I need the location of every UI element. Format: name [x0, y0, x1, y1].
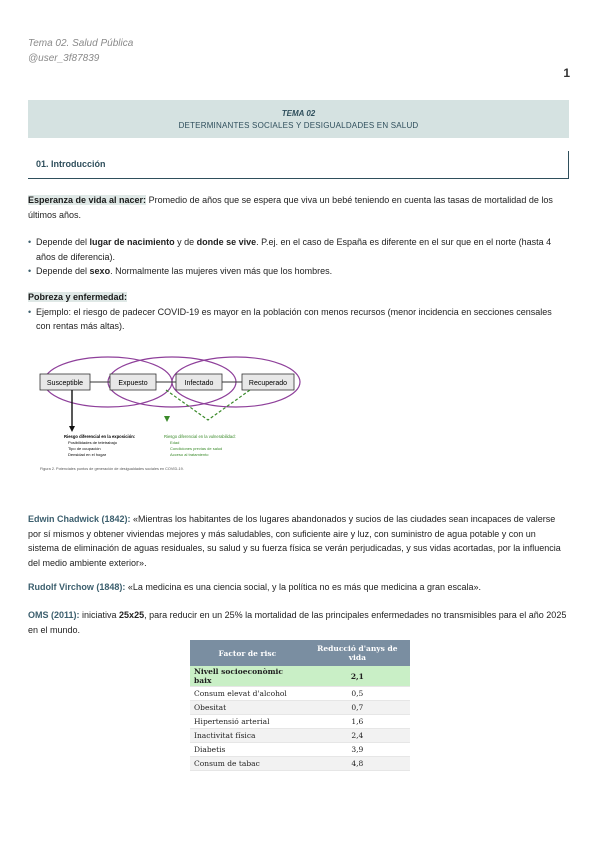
- esperanza-label: Esperanza de vida al nacer:: [28, 195, 147, 205]
- stage-label: Recuperado: [248, 380, 288, 387]
- virchow-quote: [28, 580, 568, 595]
- figure-caption: Figura 2. Potenciales puntos de generación de desigualdades sociales en COVID-19.: [40, 467, 184, 471]
- risk-factor-table: [190, 640, 410, 771]
- oms-paragraph: OMS (2011): iniciativa 25x25, para reducir en un 25% la mortalidad de las principales enfermedades no transmisibles para el año 2025 en el mundo.: [28, 610, 567, 635]
- vulnerability-title: Riesgo diferencial en la vulnerabilidad:: [164, 434, 236, 439]
- table-row: Consum elevat d'alcohol 0,5: [190, 687, 410, 701]
- document-header: [28, 36, 133, 66]
- table-header: Reducció d'anys de vida: [305, 640, 410, 666]
- esperanza-text: Promedio de años que se espera que viva un bebé teniendo en cuenta las tasas de mortalidad de los últimos años.: [28, 195, 553, 220]
- exposure-item: Densidad en el hogar: [68, 452, 107, 457]
- covid-inequality-diagram: [36, 352, 306, 482]
- chadwick-quote: [28, 512, 568, 570]
- exposure-title: Riesgo diferencial en la exposición:: [64, 434, 136, 439]
- virchow-text: «La medicina es una ciencia social, y la política no es más que medicina a gran escala».: [125, 582, 482, 592]
- exposure-item: Tipo de ocupación: [68, 446, 101, 451]
- banner-title: TEMA 02: [281, 109, 316, 118]
- table-row: Diabetis 3,9: [190, 743, 410, 757]
- virchow-name: Rudolf Virchow (1848):: [28, 582, 126, 592]
- vulnerability-item: Edad: [170, 440, 180, 445]
- table-row: Nivell socioeconòmic baix 2,1: [190, 666, 410, 687]
- table-row: Inactivitat física 2,4: [190, 729, 410, 743]
- chadwick-name: Edwin Chadwick (1842):: [28, 514, 131, 524]
- vulnerability-item: Acceso al tratamiento: [170, 452, 209, 457]
- table-header: Factor de risc: [190, 640, 305, 666]
- table-row: Consum de tabac 4,8: [190, 757, 410, 771]
- pobreza-paragraph: [28, 290, 568, 334]
- chadwick-text: «Mientras los habitantes de los lugares abandonados y sucios de las ciudades sean incapaces de valerse por sí mismos y obtener viviendas mejores y más saludables, con suficiente aire y luz, con suministro de agua potable y con un sistema de eliminación de aguas residuales, su salud y su fuerza física se verán perjudicadas, y sus vidas acortadas, por la influencia del medio ambiente exterior».: [28, 514, 561, 568]
- esperanza-paragraph: [28, 193, 568, 222]
- page-number: 1: [563, 66, 570, 80]
- stage-label: Expuesto: [118, 380, 148, 387]
- list-item: • Depende del sexo. Normalmente las mujeres viven más que los hombres.: [28, 264, 568, 279]
- table-row: Hipertensió arterial 1,6: [190, 715, 410, 729]
- stage-label: Infectado: [184, 380, 214, 387]
- exposure-item: Posibilidades de teletrabajo: [68, 440, 117, 445]
- list-item: • Ejemplo: el riesgo de padecer COVID-19 es mayor en la población con menos recursos (menor incidencia en secciones censales con rentas más altas).: [28, 305, 568, 334]
- banner-subtitle: DETERMINANTES SOCIALES Y DESIGUALDADES EN SALUD: [178, 121, 419, 130]
- section-heading: [28, 151, 569, 179]
- topic-banner: [28, 100, 569, 138]
- pobreza-label: Pobreza y enfermedad:: [28, 292, 128, 302]
- stage-label: Susceptible: [46, 380, 84, 387]
- oms-name: OMS (2011):: [28, 610, 80, 620]
- list-item: • Depende del lugar de nacimiento y de donde se vive. P.ej. en el caso de España es diferente en el sur que en el norte (hasta 4 años de diferencia).: [28, 235, 568, 264]
- user-handle: @user_3f87839: [28, 53, 100, 64]
- table-row: Obesitat 0,7: [190, 701, 410, 715]
- vulnerability-item: Condiciones previas de salud: [170, 446, 223, 451]
- doc-title: Tema 02. Salud Pública: [28, 38, 134, 49]
- esperanza-list: [28, 235, 568, 279]
- section-title: 01. Introducción: [36, 159, 106, 169]
